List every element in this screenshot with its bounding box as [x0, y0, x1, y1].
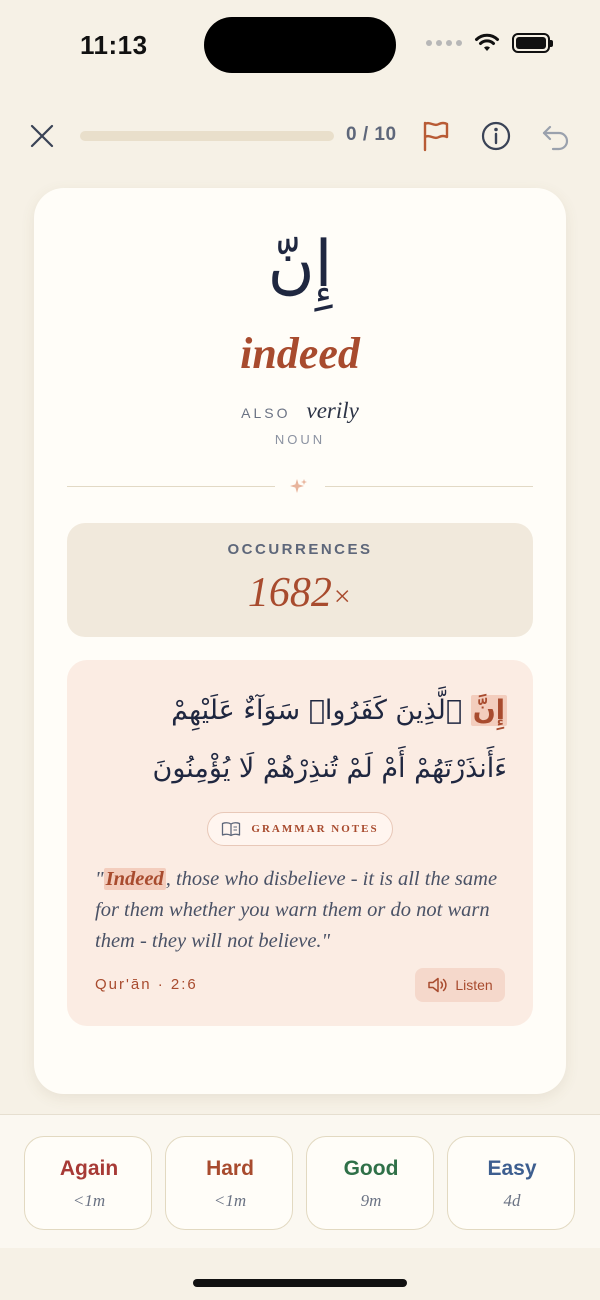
close-button[interactable]	[26, 120, 58, 152]
dynamic-island	[204, 17, 396, 73]
again-interval: <1m	[72, 1191, 106, 1210]
easy-label: Easy	[487, 1157, 537, 1180]
example-verse	[67, 660, 533, 1026]
verse-translation-highlight: Indeed	[105, 868, 164, 890]
wifi-icon	[474, 33, 500, 53]
verse-arabic-highlight: إِنَّ	[472, 695, 505, 726]
progress-counter: 0 / 10	[346, 124, 397, 145]
home-indicator[interactable]	[193, 1279, 407, 1287]
status-icons	[426, 33, 550, 53]
rating-bar	[0, 1114, 600, 1248]
session-toolbar	[0, 110, 600, 162]
info-icon	[478, 118, 514, 154]
undo-button[interactable]	[538, 118, 574, 154]
occurrences-box	[67, 523, 533, 637]
signal-icon	[426, 40, 462, 46]
also-value: verily	[306, 398, 359, 423]
hard-label: Hard	[206, 1157, 254, 1180]
hard-button[interactable]	[165, 1136, 293, 1230]
verse-reference: Qur'ān · 2:6	[95, 976, 198, 993]
info-button[interactable]	[478, 118, 514, 154]
again-button[interactable]	[24, 1136, 152, 1230]
easy-interval: 4d	[503, 1191, 521, 1210]
progress-bar	[80, 131, 334, 141]
verse-translation-rest: , those who disbelieve - it is all the same for them whether you warn them or do not warn them - they will not believe."	[95, 868, 498, 952]
hard-interval: <1m	[213, 1191, 247, 1210]
grammar-notes-label: GRAMMAR NOTES	[251, 823, 379, 835]
status-bar	[0, 0, 600, 90]
verse-arabic	[95, 682, 507, 798]
verse-translation	[95, 864, 505, 957]
occurrences-count: 1682	[247, 570, 332, 616]
verse-arabic-rest: ٱلَّذِينَ كَفَرُوا۟ سَوَآءٌ عَلَيْهِمْ ءَأَنذَرْتَهُمْ أَمْ لَمْ تُنذِرْهُمْ لَا يُؤْمِنُونَ	[152, 695, 507, 784]
also-label: ALSO	[241, 405, 291, 421]
ornament-divider	[67, 478, 533, 494]
undo-icon	[538, 118, 574, 154]
occurrences-suffix: ×	[331, 580, 353, 613]
flag-icon	[418, 118, 454, 154]
part-of-speech: NOUN	[274, 432, 326, 447]
word-translation: indeed	[240, 329, 360, 378]
grammar-notes-button[interactable]	[207, 812, 393, 846]
speaker-icon	[427, 976, 449, 994]
alternate-meaning	[34, 398, 566, 424]
good-label: Good	[343, 1157, 399, 1180]
battery-icon	[512, 33, 550, 53]
flag-button[interactable]	[418, 118, 454, 154]
again-label: Again	[59, 1157, 119, 1180]
good-button[interactable]	[306, 1136, 434, 1230]
book-icon	[221, 821, 241, 837]
flashcard	[34, 188, 566, 1094]
occurrences-label: OCCURRENCES	[227, 541, 373, 558]
close-icon	[26, 120, 58, 152]
easy-button[interactable]	[447, 1136, 575, 1230]
arabic-word: إِنّ	[267, 228, 333, 302]
sparkle-icon	[289, 478, 309, 494]
occurrences-value	[67, 569, 533, 617]
verse-translation-quote: "	[95, 868, 104, 890]
listen-label: Listen	[455, 977, 493, 993]
listen-button[interactable]	[415, 968, 505, 1002]
good-interval: 9m	[360, 1191, 382, 1210]
status-time: 11:13	[80, 30, 148, 60]
